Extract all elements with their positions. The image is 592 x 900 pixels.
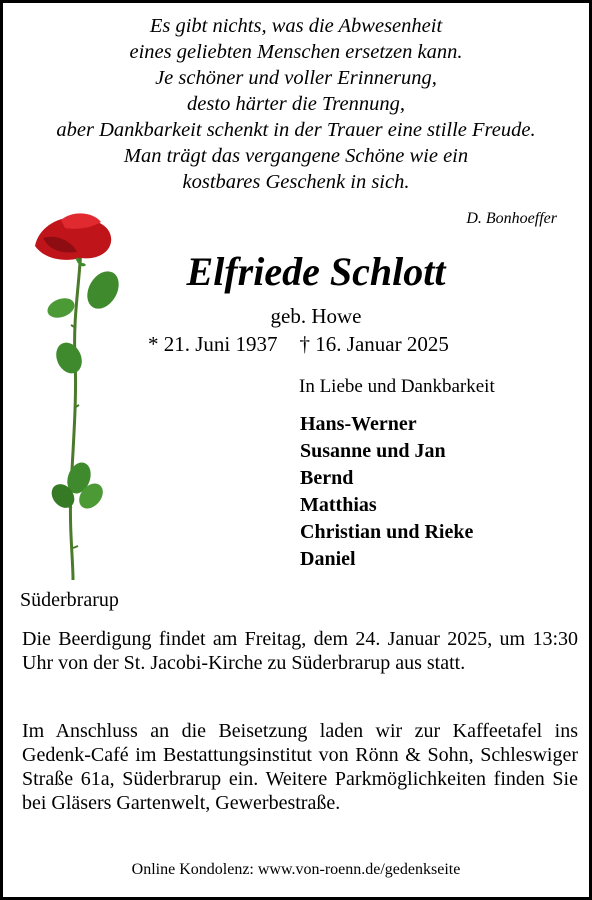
thanks-line: In Liebe und Dankbarkeit: [299, 376, 495, 397]
death-date: † 16. Januar 2025: [299, 332, 449, 356]
poem-line: Je schöner und voller Erinnerung,: [155, 67, 437, 89]
mourners-list: [300, 411, 473, 573]
mourner: Susanne und Jan: [300, 440, 446, 462]
mourner: Matthias: [300, 494, 377, 516]
born-name: geb. Howe: [270, 304, 362, 328]
mourner: Christian und Rieke: [300, 521, 474, 543]
poem-line: Man trägt das vergangene Schöne wie ein: [123, 145, 469, 167]
place: Süderbrarup: [20, 589, 119, 611]
life-dates: [148, 332, 449, 357]
poem-line: aber Dankbarkeit schenkt in der Trauer eine stille Freude.: [56, 119, 536, 141]
mourner: Hans-Werner: [300, 413, 417, 435]
rose-image: [21, 208, 139, 588]
funeral-info: Die Beerdigung findet am Freitag, dem 24. Januar 2025, um 13:30 Uhr von der St. Jacobi-Kirche zu Süderbrarup aus statt.: [22, 628, 578, 674]
poem-author: D. Bonhoeffer: [466, 210, 557, 227]
online-condolence: Online Kondolenz: www.von-roenn.de/gedenkseite: [131, 861, 461, 878]
poem-line: Es gibt nichts, was die Abwesenheit: [149, 15, 443, 37]
poem-line: eines geliebten Menschen ersetzen kann.: [129, 41, 463, 63]
reception-info: Im Anschluss an die Beisetzung laden wir zur Kaffeetafel ins Gedenk-Café im Bestattungsinstitut von Rönn & Sohn, Schleswiger Straße 61a, Süderbrarup ein. Weitere Parkmöglichkeiten finden Sie bei Gläsers Gartenwelt, Gewerbestraße.: [22, 720, 578, 814]
poem-line: desto härter die Trennung,: [187, 93, 405, 115]
deceased-name: Elfriede Schlott: [186, 249, 446, 294]
poem-line: kostbares Geschenk in sich.: [182, 171, 410, 193]
poem: [3, 13, 589, 195]
birth-date: * 21. Juni 1937: [148, 332, 278, 356]
mourner: Daniel: [300, 548, 356, 570]
mourner: Bernd: [300, 467, 354, 489]
